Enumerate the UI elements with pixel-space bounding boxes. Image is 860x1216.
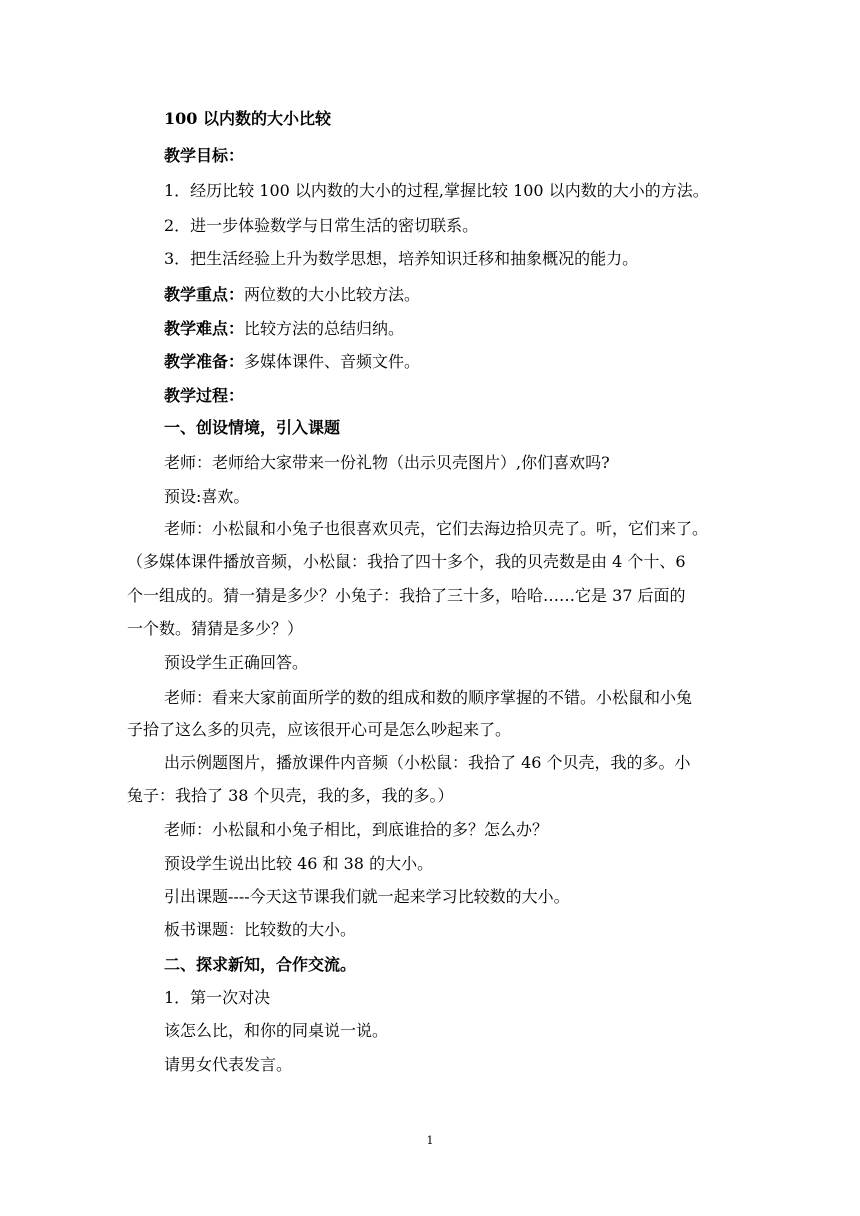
preparation-label: 教学准备： — [164, 352, 245, 371]
key-point-line — [164, 283, 420, 307]
key-point-label: 教学重点： — [164, 285, 245, 304]
difficulty-text: 比较方法的总结归纳。 — [244, 319, 405, 338]
difficulty-label: 教学难点： — [164, 319, 245, 338]
section1-paragraph-1: 老师：老师给大家带来一份礼物（出示贝壳图片）,你们喜欢吗? — [164, 453, 610, 472]
key-point-text: 两位数的大小比较方法。 — [244, 285, 421, 304]
section2-paragraph-1: 该怎么比，和你的同桌说一说。 — [164, 1021, 389, 1040]
objective-item-3: 3．把生活经验上升为数学思想，培养知识迁移和抽象概况的能力。 — [164, 249, 639, 268]
section2-paragraph-2: 请男女代表发言。 — [164, 1055, 293, 1074]
objective-item-1: 1．经历比较 100 以内数的大小的过程,掌握比较 100 以内数的大小的方法。 — [164, 181, 709, 200]
section1-paragraph-10: 板书课题：比较数的大小。 — [164, 920, 357, 939]
section1-paragraph-9: 引出课题----今天这节课我们就一起来学习比较数的大小。 — [164, 887, 570, 906]
section1-paragraph-3-line-2: （多媒体课件播放音频，小松鼠：我拾了四十多个，我的贝壳数是由 4 个十、6 — [127, 552, 686, 571]
section1-paragraph-3-line-4: 一个数。猜猜是多少？） — [127, 619, 304, 638]
document-title: 100 以内数的大小比较 — [164, 109, 331, 128]
section1-paragraph-5-line-2: 子拾了这么多的贝壳，应该很开心可是怎么吵起来了。 — [127, 720, 512, 739]
section1-paragraph-4: 预设学生正确回答。 — [164, 653, 309, 672]
objectives-heading: 教学目标： — [164, 146, 245, 165]
section1-paragraph-6-line-2: 兔子：我拾了 38 个贝壳，我的多，我的多。） — [127, 786, 454, 805]
section1-paragraph-2: 预设:喜欢。 — [164, 487, 250, 506]
difficulty-line — [164, 317, 404, 341]
section1-heading: 一、创设情境，引入课题 — [164, 418, 341, 437]
section2-item-1: 1．第一次对决 — [164, 988, 271, 1007]
section2-heading: 二、探求新知，合作交流。 — [164, 955, 357, 974]
section1-paragraph-7: 老师：小松鼠和小兔子相比，到底谁拾的多？怎么办？ — [164, 820, 549, 839]
page-number: 1 — [426, 1134, 434, 1147]
section1-paragraph-5-line-1: 老师：看来大家前面所学的数的组成和数的顺序掌握的不错。小松鼠和小兔 — [164, 688, 693, 707]
section1-paragraph-3-line-1: 老师：小松鼠和小兔子也很喜欢贝壳，它们去海边拾贝壳了。听，它们来了。 — [164, 519, 709, 538]
section1-paragraph-8: 预设学生说出比较 46 和 38 的大小。 — [164, 854, 434, 873]
preparation-text: 多媒体课件、音频文件。 — [244, 352, 421, 371]
preparation-line — [164, 350, 420, 374]
section1-paragraph-3-line-3: 个一组成的。猜一猜是多少？小兔子：我拾了三十多，哈哈……它是 37 后面的 — [127, 586, 686, 605]
objective-item-2: 2．进一步体验数学与日常生活的密切联系。 — [164, 216, 479, 235]
process-heading: 教学过程： — [164, 386, 245, 405]
section1-paragraph-6-line-1: 出示例题图片，播放课件内音频（小松鼠：我拾了 46 个贝壳，我的多。小 — [164, 753, 691, 772]
